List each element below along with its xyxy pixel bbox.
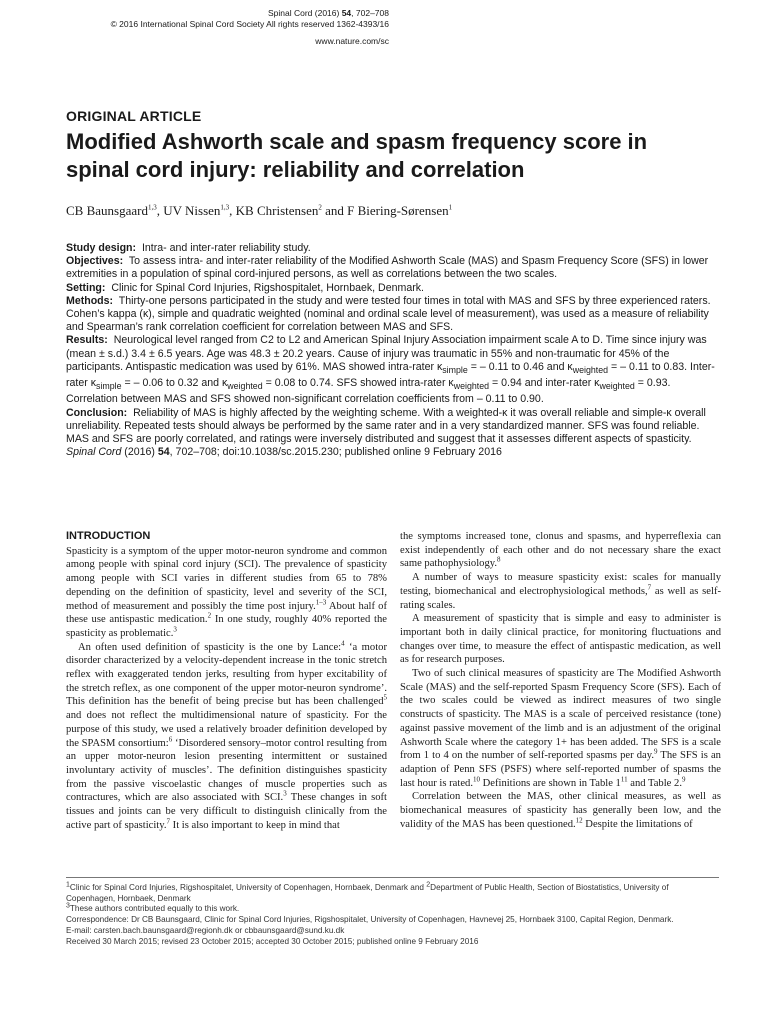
- author-name[interactable]: CB Baunsgaard: [66, 203, 148, 218]
- abstract-methods: Methods: Thirty-one persons participated in the study and were tested four times in total with MAS and SFS by three experienced raters. Cohen’s kappa (κ), simple and quadratic weighted (nominal and ordinal scale level of measurement), was used as a measure of reliability and Spearman’s rank correlation coefficient for correlation between MAS and SFS.: [66, 294, 711, 334]
- email-footnote[interactable]: E-mail: carsten.bach.baunsgaard@regionh.dk or cbbaunsgaard@sund.ku.dk: [66, 925, 345, 935]
- reference-marker[interactable]: 5: [383, 693, 387, 702]
- article-title: Modified Ashworth scale and spasm frequency score in spinal cord injury: reliability and correlation: [66, 129, 648, 182]
- copyright-line: © 2016 International Spinal Cord Society All rights reserved 1362-4393/16: [110, 19, 389, 29]
- author-list: CB Baunsgaard$^{1,3}$, UV Nissen$^{1,3}$, KB Christensen$^2$ and F Biering-Sørensen$^1$: [66, 203, 453, 218]
- reference-marker[interactable]: 6: [168, 735, 173, 744]
- reference-marker[interactable]: 7: [647, 583, 652, 592]
- affiliation-footnote: $^1$Clinic for Spinal Cord Injuries, Rigshospitalet, University of Copenhagen, Hornbaek, Denmark and $^2$Department of Public Health, Section of Biostatistics, University of Copenhagen, Hornbaek, Denmark: [66, 881, 669, 903]
- journal-header: [111, 8, 389, 47]
- paragraph: A number of ways to measure spasticity exist: scales for manually testing, biomechanical and electrophysiological methods,$^7$ as well as self-rating scales.: [400, 572, 721, 611]
- paragraph: An often used definition of spasticity is the one by Lance:$^4$ ‘a motor disorder characterized by a velocity-dependent increase in the tonic stretch reflex with exaggerated tendon jerks, resulting from hyper excitability of the stretch reflex, as one component of the upper motor-neuron syndrome’. This definition has the benefit of being precise but has been challenged$^5$ and does not reflect the multidimensional nature of spasticity. For the purpose of this study, we used a relatively broader definition developed by the SPASM consortium:$^6$ ‘Disordered sensory–motor control resulting from an upper motor-neuron lesion presenting intermittent or sustained involuntary activity of muscles’. The definition distinguishes spasticity from the passive viscoelastic changes of muscle properties such as contractures, which are also associated with SCI.$^3$ These changes in soft tissues and joints can be very difficult to distinguish clinically from the active part of spasticity.$^7$ It is also important to keep in mind that: [66, 639, 387, 831]
- journal-url[interactable]: www.nature.com/sc: [315, 36, 389, 46]
- abstract-objectives: Objectives: To assess intra- and inter-rater reliability of the Modified Ashworth Scale (MAS) and Spasm Frequency Score (SFS) in lower extremities in a population of spinal cord-injured persons, as well as correlations between the two scales.: [66, 255, 709, 281]
- author-name[interactable]: , UV Nissen: [156, 203, 221, 218]
- reference-marker[interactable]: 10: [472, 775, 480, 784]
- reference-marker[interactable]: 4: [341, 639, 345, 648]
- correspondence-footnote: Correspondence: Dr CB Baunsgaard, Clinic for Spinal Cord Injuries, Rigshospitalet, University of Copenhagen, Havnevej 25, Hornbaek 3100, Capital Region, Denmark.: [66, 915, 674, 925]
- paragraph: A measurement of spasticity that is simple and easy to administer is important both in daily clinical practice, for monitoring fluctuations and changes over time, to measure the effect of antispastic medication, as well as for research purposes.: [400, 613, 721, 666]
- abstract: [66, 242, 719, 459]
- section-heading-introduction: INTRODUCTION: [66, 530, 151, 542]
- abstract-results: Results: Neurological level ranged from C2 to L2 and American Spinal Injury Association impairment scale A to D. Time since injury was (mean ± s.d.) 3.4 ± 6.5 years. Age was 48.3 ± 20.2 years. Cause of injury was traumatic in 55% and non-traumatic for 45% of the participants. Antispastic medication was used by 61%. MAS showed intra-rater $\kappa_{simple}$ = – 0.11 to 0.46 and $\kappa_{weighted}$ = – 0.11 to 0.83. Inter-rater $\kappa_{simple}$ = – 0.06 to 0.32 and $\kappa_{weighted} = 0.08$ to 0.74. SFS showed intra-rater $\kappa_{weighted} = 0.94$ and inter-rater $\kappa_{weighted} = 0.93$. Correlation between MAS and SFS showed non-significant correlation coefficients from – 0.11 to 0.90.: [66, 334, 715, 406]
- body-column-right: [400, 530, 721, 831]
- paragraph: Correlation between the MAS, other clinical measures, as well as biomechanical measures of spasticity has generally been low, and the validity of the MAS has been questioned.$^{12}$ Despite the limitations of: [400, 791, 721, 830]
- reference-marker[interactable]: 11: [620, 775, 628, 784]
- author-name[interactable]: and F Biering-Sørensen: [321, 203, 449, 218]
- paragraph: Two of such clinical measures of spasticity are The Modified Ashworth Scale (MAS) and the self-reported Spasm Frequency Score (SFS). Each of the two scales could be viewed as indirect measures of two single constructs of spasticity. The MAS is a scale of perceived resistance (tone) against passive movement of the limb and is an adjustment of the original Ashworth Scale where the category 1+ has been added. The SFS is a scale from 1 to 4 on the number of self-reported spasms per day.$^9$ The SFS is an adaption of Penn SFS (PSFS) where self-reported number of spasms the last hour is rated.$^{10}$ Definitions are shown in Table $1^{11}$ and Table 2.$^9$: [400, 668, 721, 789]
- reference-marker[interactable]: 9: [653, 747, 658, 756]
- received-dates: Received 30 March 2015; revised 23 October 2015; accepted 30 October 2015; published online 9 February 2016: [66, 936, 479, 946]
- article-type: ORIGINAL ARTICLE: [66, 108, 202, 124]
- reference-marker[interactable]: 3: [173, 625, 177, 634]
- abstract-citation: Spinal Cord (2016) 54, 702–708; doi:10.1038/sc.2015.230; published online 9 February 2016: [66, 446, 502, 459]
- abstract-setting: Setting: Clinic for Spinal Cord Injuries, Rigshospitalet, Hornbaek, Denmark.: [66, 281, 424, 294]
- footnote-divider: [66, 877, 719, 878]
- paragraph: the symptoms increased tone, clonus and spasms, and hyperreflexia can exist independently of each other and do not necessary share the exact same pathophysiology.$^8$: [400, 531, 721, 570]
- abstract-conclusion: Conclusion: Reliability of MAS is highly affected by the weighting scheme. With a weighted-κ it was overall reliable and simple-κ overall unreliability. Repeated tests should always be performed by the same rater and in a very standardized manner. SFS was found reliable. MAS and SFS are poorly correlated, and ratings were inversely distributed and suggest that it assesses different aspects of spasticity.: [66, 406, 706, 446]
- reference-marker[interactable]: 1–3: [315, 597, 327, 606]
- reference-marker[interactable]: 8: [497, 555, 501, 564]
- paragraph: Spasticity is a symptom of the upper motor-neuron syndrome and common among people with spinal cord injury (SCI). The prevalence of spasticity among people with SCI varies in different studies from 65 to 78% depending on the definition of spasticity, level and severity of the SCI, method of measurement and possibly the time post injury.$^{1-3}$ About half of these use antispastic medication.$^2$ In one study, roughly 40% reported the spasticity as problematic.$^3$: [66, 545, 387, 639]
- reference-marker[interactable]: 2: [207, 611, 212, 620]
- reference-marker[interactable]: 9: [681, 775, 686, 784]
- body-column-left: [66, 530, 387, 832]
- citation-line: Spinal Cord (2016) 54, 702–708: [267, 8, 389, 18]
- reference-marker[interactable]: 7: [166, 817, 171, 826]
- author-name[interactable]: , KB Christensen: [229, 203, 319, 218]
- reference-marker[interactable]: 3: [283, 789, 287, 798]
- reference-marker[interactable]: 12: [575, 816, 583, 825]
- equal-contribution-footnote: $^3$These authors contributed equally to this work.: [66, 902, 240, 914]
- footnotes: [66, 883, 719, 947]
- abstract-design: Study design: Intra- and inter-rater reliability study.: [66, 242, 311, 254]
